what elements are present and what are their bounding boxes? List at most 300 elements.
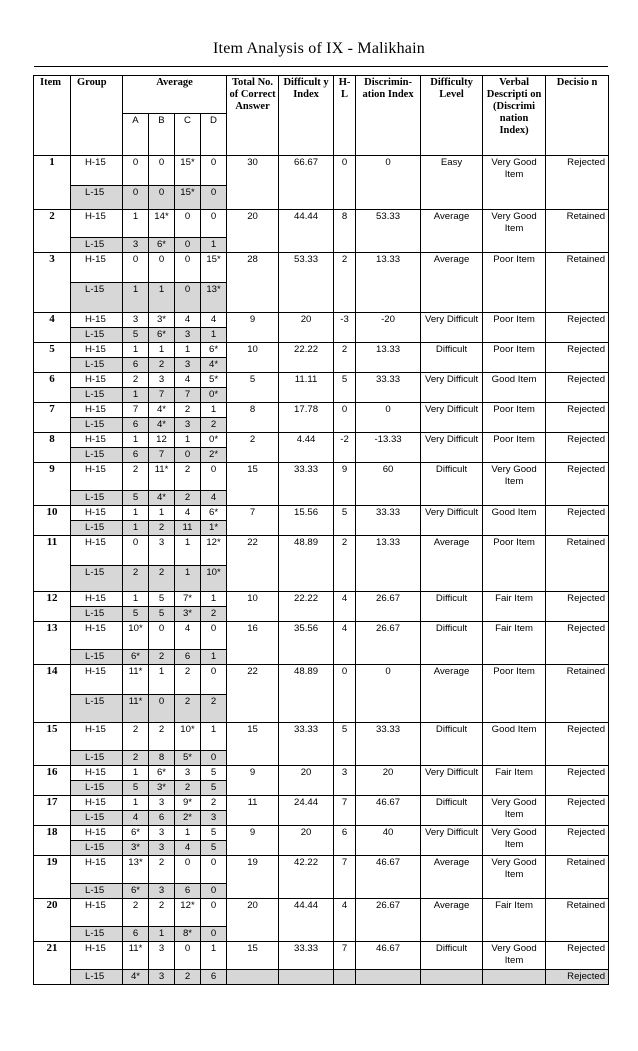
low-choice-count: 1 [149,283,175,313]
high-choice-count: 1 [175,536,201,566]
difficulty-index: 17.78 [279,403,334,433]
group-label-low: L-15 [71,186,123,210]
group-label-high: H-15 [71,665,123,695]
low-choice-count: 4* [149,491,175,506]
total-correct: 15 [227,942,279,970]
group-label-high: H-15 [71,506,123,521]
item-analysis-table [33,75,609,985]
low-choice-count: 1 [201,650,227,665]
low-choice-count: 2 [149,358,175,373]
h-l-value: 2 [334,343,356,373]
low-choice-count: 2 [123,751,149,766]
high-choice-count: 2 [175,463,201,491]
decision: Rejected [546,826,609,856]
low-choice-count: 2 [175,695,201,723]
low-choice-count: 6 [175,650,201,665]
high-choice-count: 11* [123,665,149,695]
group-label-low: L-15 [71,283,123,313]
verbal-description: Poor Item [483,433,546,463]
item-number: 2 [34,210,71,253]
high-choice-count: 1 [123,766,149,781]
h-l-value: 7 [334,856,356,899]
high-choice-count: 1 [123,210,149,238]
low-choice-count: 2 [201,607,227,622]
low-choice-count: 3* [123,841,149,856]
low-choice-count: 5 [201,841,227,856]
total-correct: 9 [227,826,279,856]
difficulty-level: Very Difficult [421,433,483,463]
total-correct: 22 [227,536,279,592]
high-choice-count: 0* [201,433,227,448]
discrimination-index: 46.67 [356,942,421,970]
low-choice-count: 6* [123,650,149,665]
low-choice-count: 5 [123,607,149,622]
verbal-description: Very Good Item [483,210,546,253]
title-rule [34,66,608,67]
high-choice-count: 3 [149,942,175,970]
low-choice-count: 0 [149,695,175,723]
header-item: Item [34,76,71,156]
total-correct: 15 [227,463,279,506]
difficulty-level: Difficult [421,343,483,373]
high-choice-count: 1 [123,592,149,607]
verbal-description: Very Good Item [483,796,546,826]
difficulty-index: 44.44 [279,899,334,942]
table-row-high [34,506,609,521]
low-choice-count: 11 [175,521,201,536]
high-choice-count: 2 [149,723,175,751]
high-choice-count: 0 [149,622,175,650]
high-choice-count: 1 [175,343,201,358]
high-choice-count: 10* [175,723,201,751]
decision-low: Rejected [546,970,609,985]
group-label-low: L-15 [71,448,123,463]
difficulty-index: 66.67 [279,156,334,210]
item-number: 21 [34,942,71,985]
high-choice-count: 2 [149,899,175,927]
high-choice-count: 2 [175,403,201,418]
h-l-value: 0 [334,403,356,433]
low-choice-count: 15* [175,186,201,210]
empty-cell [356,970,421,985]
high-choice-count: 3 [149,826,175,841]
table-row-high [34,856,609,884]
high-choice-count: 1 [201,403,227,418]
high-choice-count: 5 [201,766,227,781]
low-choice-count: 1 [123,388,149,403]
difficulty-index: 48.89 [279,536,334,592]
h-l-value: 8 [334,210,356,253]
high-choice-count: 2 [201,796,227,811]
low-choice-count: 1 [149,927,175,942]
high-choice-count: 6* [149,766,175,781]
h-l-value: 2 [334,536,356,592]
h-l-value: 5 [334,723,356,766]
group-label-high: H-15 [71,433,123,448]
low-choice-count: 2 [123,566,149,592]
low-choice-count: 0 [175,448,201,463]
header-h-l: H-L [334,76,356,156]
group-label-low: L-15 [71,491,123,506]
h-l-value: 5 [334,506,356,536]
low-choice-count: 1 [201,328,227,343]
item-number: 5 [34,343,71,373]
group-label-high: H-15 [71,536,123,566]
low-choice-count: 11* [123,695,149,723]
total-correct: 20 [227,899,279,942]
header-verbal-description: Verbal Descripti on (Discrimi nation Index) [483,76,546,156]
group-label-low: L-15 [71,521,123,536]
low-choice-count: 2* [175,811,201,826]
difficulty-level: Very Difficult [421,313,483,343]
difficulty-level: Difficult [421,622,483,665]
header-choice-c: C [175,114,201,156]
decision: Rejected [546,796,609,826]
high-choice-count: 0 [201,156,227,186]
total-correct: 10 [227,592,279,622]
low-choice-count: 2 [149,521,175,536]
high-choice-count: 1 [201,942,227,970]
group-label-low: L-15 [71,884,123,899]
difficulty-index: 20 [279,766,334,796]
verbal-description: Fair Item [483,622,546,665]
header-difficulty-index: Difficult y Index [279,76,334,156]
verbal-description: Very Good Item [483,826,546,856]
discrimination-index: 46.67 [356,856,421,899]
low-choice-count: 5 [201,781,227,796]
group-label-low: L-15 [71,927,123,942]
decision: Retained [546,536,609,592]
verbal-description: Fair Item [483,899,546,942]
low-choice-count: 2 [149,566,175,592]
group-label-low: L-15 [71,751,123,766]
group-label-high: H-15 [71,723,123,751]
verbal-description: Very Good Item [483,856,546,899]
group-label-low: L-15 [71,607,123,622]
difficulty-index: 20 [279,313,334,343]
decision: Rejected [546,403,609,433]
high-choice-count: 0 [175,253,201,283]
low-choice-count: 3 [149,884,175,899]
high-choice-count: 0 [201,899,227,927]
item-number: 15 [34,723,71,766]
total-correct: 20 [227,210,279,253]
difficulty-level: Easy [421,156,483,210]
decision: Rejected [546,433,609,463]
high-choice-count: 9* [175,796,201,811]
header-decision: Decisio n [546,76,609,156]
low-choice-count: 5* [175,751,201,766]
decision: Retained [546,899,609,942]
page-title: Item Analysis of IX - Malikhain [213,40,425,57]
high-choice-count: 5 [201,826,227,841]
h-l-value: -2 [334,433,356,463]
difficulty-index: 48.89 [279,665,334,723]
difficulty-level: Difficult [421,723,483,766]
verbal-description: Good Item [483,506,546,536]
header-difficulty-level: Difficulty Level [421,76,483,156]
discrimination-index: -20 [356,313,421,343]
h-l-value: 0 [334,156,356,210]
low-choice-count: 4* [201,358,227,373]
low-choice-count: 0 [175,238,201,253]
table-row-high [34,942,609,970]
table-row-high [34,313,609,328]
difficulty-level: Average [421,856,483,899]
high-choice-count: 6* [201,506,227,521]
high-choice-count: 3 [123,313,149,328]
discrimination-index: 13.33 [356,536,421,592]
difficulty-level: Difficult [421,942,483,970]
empty-cell [227,970,279,985]
item-number: 11 [34,536,71,592]
low-choice-count: 4 [123,811,149,826]
high-choice-count: 1 [123,796,149,811]
verbal-description: Fair Item [483,766,546,796]
header-discrimination-index: Discrimin-ation Index [356,76,421,156]
difficulty-index: 24.44 [279,796,334,826]
empty-cell [483,970,546,985]
decision: Rejected [546,156,609,210]
discrimination-index: 40 [356,826,421,856]
total-correct: 19 [227,856,279,899]
h-l-value: 7 [334,942,356,970]
group-label-high: H-15 [71,373,123,388]
discrimination-index: 26.67 [356,592,421,622]
item-number: 1 [34,156,71,210]
total-correct: 7 [227,506,279,536]
high-choice-count: 11* [149,463,175,491]
low-choice-count: 13* [201,283,227,313]
low-choice-count: 8 [149,751,175,766]
verbal-description: Poor Item [483,536,546,592]
table-row-high [34,796,609,811]
difficulty-index: 42.22 [279,856,334,899]
high-choice-count: 12* [201,536,227,566]
discrimination-index: 0 [356,156,421,210]
difficulty-index: 20 [279,826,334,856]
discrimination-index: 46.67 [356,796,421,826]
h-l-value: 3 [334,766,356,796]
difficulty-level: Difficult [421,463,483,506]
decision: Rejected [546,373,609,403]
high-choice-count: 4 [175,506,201,521]
discrimination-index: -13.33 [356,433,421,463]
low-choice-count: 6 [123,448,149,463]
high-choice-count: 3 [149,796,175,811]
high-choice-count: 2 [123,463,149,491]
high-choice-count: 3* [149,313,175,328]
total-correct: 15 [227,723,279,766]
discrimination-index: 20 [356,766,421,796]
high-choice-count: 0 [123,253,149,283]
low-choice-count: 2 [149,650,175,665]
low-choice-count: 4* [123,970,149,985]
header-average: Average [123,76,227,114]
total-correct: 5 [227,373,279,403]
low-choice-count: 0 [201,751,227,766]
low-choice-count: 5 [123,328,149,343]
high-choice-count: 3 [149,373,175,388]
high-choice-count: 2 [149,856,175,884]
high-choice-count: 2 [123,373,149,388]
group-label-high: H-15 [71,210,123,238]
decision: Rejected [546,766,609,796]
group-label-high: H-15 [71,766,123,781]
header-choice-b: B [149,114,175,156]
low-choice-count: 5 [123,781,149,796]
empty-cell [334,970,356,985]
group-label-low: L-15 [71,358,123,373]
low-choice-count: 6 [123,358,149,373]
group-label-high: H-15 [71,622,123,650]
high-choice-count: 0 [201,622,227,650]
group-label-high: H-15 [71,942,123,970]
high-choice-count: 1 [201,723,227,751]
item-number: 17 [34,796,71,826]
verbal-description: Very Good Item [483,463,546,506]
high-choice-count: 0 [201,210,227,238]
verbal-description: Fair Item [483,592,546,622]
decision: Rejected [546,313,609,343]
difficulty-level: Very Difficult [421,506,483,536]
group-label-high: H-15 [71,253,123,283]
verbal-description: Poor Item [483,665,546,723]
high-choice-count: 6* [123,826,149,841]
low-choice-count: 0 [201,927,227,942]
low-choice-count: 3 [175,328,201,343]
group-label-high: H-15 [71,403,123,418]
low-choice-count: 5 [149,607,175,622]
group-label-low: L-15 [71,388,123,403]
group-label-low: L-15 [71,841,123,856]
low-choice-count: 0 [201,186,227,210]
table-row-high [34,536,609,566]
high-choice-count: 1 [123,343,149,358]
table-row-high [34,253,609,283]
item-number: 14 [34,665,71,723]
high-choice-count: 1 [149,665,175,695]
difficulty-level: Average [421,665,483,723]
table-row-high [34,343,609,358]
h-l-value: -3 [334,313,356,343]
table-row-high [34,433,609,448]
table-row-high [34,622,609,650]
low-choice-count: 1 [123,521,149,536]
verbal-description: Good Item [483,723,546,766]
difficulty-level: Very Difficult [421,403,483,433]
verbal-description: Poor Item [483,313,546,343]
total-correct: 2 [227,433,279,463]
discrimination-index: 33.33 [356,373,421,403]
group-label-high: H-15 [71,313,123,328]
low-choice-count: 3 [201,811,227,826]
low-choice-count: 0 [201,884,227,899]
difficulty-index: 33.33 [279,942,334,970]
verbal-description: Poor Item [483,403,546,433]
group-label-high: H-15 [71,343,123,358]
high-choice-count: 12* [175,899,201,927]
difficulty-level: Average [421,536,483,592]
low-choice-count: 6 [123,927,149,942]
high-choice-count: 4 [175,373,201,388]
decision: Rejected [546,506,609,536]
decision: Rejected [546,622,609,665]
low-choice-count: 1 [123,283,149,313]
item-number: 3 [34,253,71,313]
h-l-value: 5 [334,373,356,403]
low-choice-count: 3* [149,781,175,796]
group-label-high: H-15 [71,826,123,841]
discrimination-index: 13.33 [356,343,421,373]
high-choice-count: 0 [149,156,175,186]
table-row-high [34,723,609,751]
table-row-high [34,373,609,388]
difficulty-level: Difficult [421,796,483,826]
high-choice-count: 1 [149,506,175,521]
high-choice-count: 5* [201,373,227,388]
difficulty-index: 22.22 [279,343,334,373]
total-correct: 22 [227,665,279,723]
decision: Retained [546,253,609,313]
high-choice-count: 0 [175,210,201,238]
high-choice-count: 12 [149,433,175,448]
discrimination-index: 60 [356,463,421,506]
discrimination-index: 0 [356,403,421,433]
group-label-high: H-15 [71,796,123,811]
low-choice-count: 2 [175,781,201,796]
item-number: 13 [34,622,71,665]
verbal-description: Very Good Item [483,156,546,210]
difficulty-level: Very Difficult [421,766,483,796]
high-choice-count: 13* [123,856,149,884]
item-number: 4 [34,313,71,343]
low-choice-count: 0 [175,283,201,313]
high-choice-count: 6* [201,343,227,358]
verbal-description: Good Item [483,373,546,403]
low-choice-count: 8* [175,927,201,942]
group-label-low: L-15 [71,238,123,253]
high-choice-count: 0 [123,156,149,186]
header-choice-d: D [201,114,227,156]
group-label-low: L-15 [71,811,123,826]
decision: Rejected [546,343,609,373]
low-choice-count: 6 [201,970,227,985]
high-choice-count: 1 [123,433,149,448]
group-label-low: L-15 [71,781,123,796]
total-correct: 8 [227,403,279,433]
group-label-low: L-15 [71,418,123,433]
low-choice-count: 0 [123,186,149,210]
low-choice-count: 1 [175,566,201,592]
group-label-low: L-15 [71,970,123,985]
decision: Retained [546,856,609,899]
low-choice-count: 2 [175,970,201,985]
high-choice-count: 0 [201,665,227,695]
group-label-low: L-15 [71,650,123,665]
low-choice-count: 7 [149,388,175,403]
high-choice-count: 7* [175,592,201,607]
low-choice-count: 7 [149,448,175,463]
high-choice-count: 15* [201,253,227,283]
high-choice-count: 11* [123,942,149,970]
low-choice-count: 0 [149,186,175,210]
empty-cell [279,970,334,985]
difficulty-level: Very Difficult [421,826,483,856]
low-choice-count: 4 [175,841,201,856]
high-choice-count: 1 [175,826,201,841]
low-choice-count: 3 [123,238,149,253]
